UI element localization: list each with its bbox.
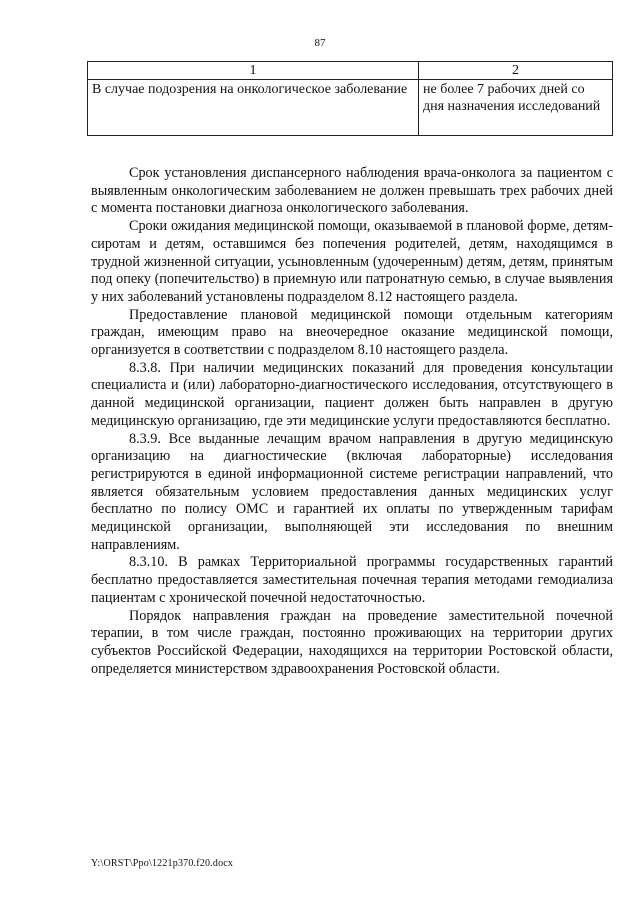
paragraph: Сроки ожидания медицинской помощи, оказываемой в плановой форме, детям-сиротам и детям, оставшимся без попечения родителей, детям, находящимся в трудной жизненной ситуации, усыновленным (удочеренным) детям, детям, принятым под опеку (попечительство) в приемную или патронатную семью, в случае выявления у них заболеваний установлены подразделом 8.12 настоящего раздела.	[91, 218, 613, 305]
paragraph: 8.3.8. При наличии медицинских показаний для проведения консультации специалиста и (или) лабораторно-диагностического исследования, отсутствующего в данной медицинской организации, пациент должен быть направлен в другую медицинскую организацию, где эти медицинские услуги предоставляются бесплатно.	[91, 359, 613, 429]
page-number: 87	[314, 37, 326, 49]
table-cell-term: не более 7 рабочих дней со дня назначения исследований	[419, 80, 613, 136]
table-cell-condition: В случае подозрения на онкологическое заболевание	[88, 80, 419, 136]
table-header-cell: 1	[88, 62, 419, 80]
table-header-row	[88, 62, 613, 80]
paragraph: 8.3.9. Все выданные лечащим врачом направления в другую медицинскую организацию на диагностические (включая лабораторные) исследования регистрируются в единой информационной системе регистрации направлений, что является обязательным условием предоставления данных медицинских услуг бесплатно по полису ОМС и гарантией их оплаты по утвержденным тарифам медицинской организации, выполняющей эти исследования по внешним направлениям.	[91, 430, 613, 553]
paragraph: Порядок направления граждан на проведение заместительной почечной терапии, в том числе граждан, постоянно проживающих на территории других субъектов Российской Федерации, находящихся на территории Ростовской области, определяется министерством здравоохранения Ростовской области.	[91, 607, 613, 677]
table-row	[88, 80, 613, 136]
waiting-time-table	[87, 61, 613, 136]
paragraph: Предоставление плановой медицинской помощи отдельным категориям граждан, имеющим право на внеочередное оказание медицинской помощи, организуется в соответствии с подразделом 8.10 настоящего раздела.	[91, 306, 613, 359]
table-header-cell: 2	[419, 62, 613, 80]
paragraph: Срок установления диспансерного наблюдения врача-онколога за пациентом с выявленным онкологическим заболеванием не должен превышать трех рабочих дней с момента постановки диагноза онкологического заболевания.	[91, 165, 613, 217]
document-body	[91, 165, 613, 678]
paragraph: 8.3.10. В рамках Территориальной программы государственных гарантий бесплатно предоставляется заместительная почечная терапия методами гемодиализа пациентам с хронической почечной недостаточностью.	[91, 554, 613, 606]
file-path-footer: Y:\ORST\Ppo\1221p370.f20.docx	[91, 858, 234, 869]
